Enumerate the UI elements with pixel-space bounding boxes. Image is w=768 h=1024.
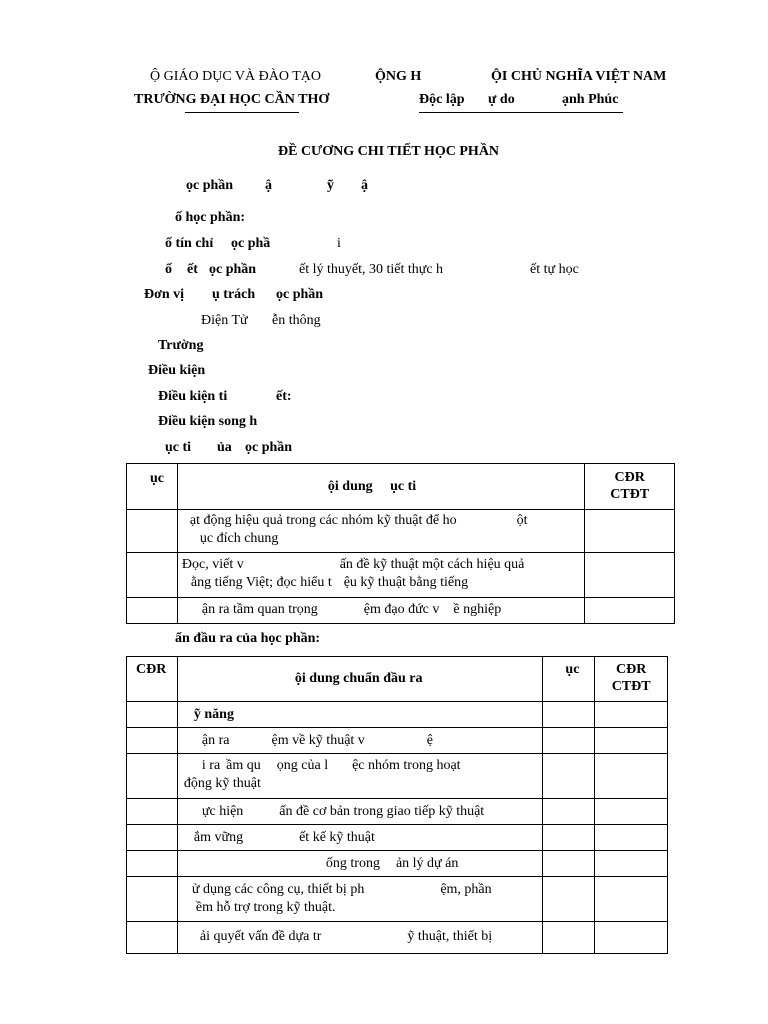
cell-text: động kỹ thuật [183,776,261,791]
cell-text: ận ra [201,733,230,748]
table-cell [585,553,675,598]
table-cell [177,922,543,954]
table-cell [127,851,178,877]
table-cell [543,728,595,754]
hours-label-3: ọc phần [209,262,257,277]
table-cell [177,825,543,851]
header-text: CĐR [614,470,645,485]
header-text: CĐR [615,662,647,677]
objectives-table [126,463,675,624]
cell-text: ột [516,513,528,528]
objectives-col-cdr-header [585,464,675,510]
table-cell [177,510,585,553]
cell-text: ềm hỗ trợ trong kỹ thuật. [195,900,336,915]
motto-part-2: ự do [488,92,515,107]
cell-text: ấn đề cơ bản trong giao tiếp kỹ thuật [279,804,485,819]
table-row [127,598,675,624]
table-cell [127,922,178,954]
credits-label-2: ọc phầ [231,236,271,251]
course-name-frag-2: ỹ [327,178,334,193]
table-row [127,728,668,754]
table-row [127,510,675,553]
header-text: ội dung chuẩn đầu ra [294,671,423,686]
table-cell [595,851,668,877]
cell-text: ống trong [325,856,380,871]
table-row [127,922,668,954]
cell-text: ục đích chung [199,531,279,546]
objectives-label-1: ục ti [165,440,192,455]
cell-text: ấn đề kỹ thuật một cách hiệu quả [339,557,525,572]
cell-text: ỹ năng [193,707,234,722]
cell-text: ệ [426,733,434,748]
cell-text: Đọc, viết v [181,557,244,572]
cell-text: ết kế kỹ thuật [299,830,375,845]
table-cell [177,754,543,799]
objectives-col-code-header [127,464,178,510]
learning-outcomes-label: ẩn đầu ra của học phần: [175,631,321,646]
table-cell [127,598,178,624]
cell-text: ệu kỹ thuật bằng tiếng [343,575,469,590]
cell-text: ệm, phần [440,882,492,897]
table-cell [543,754,595,799]
table-header-row [127,464,675,510]
table-cell [177,851,543,877]
table-cell [177,598,585,624]
table-cell [127,728,178,754]
cell-text: ực hiện [201,804,244,819]
table-cell [127,825,178,851]
cell-text: ề nghiệp [453,602,502,617]
corequisite-label: Điều kiện song h [158,414,258,429]
credits-label: ố tín chỉ [165,236,214,251]
outcomes-col-cdr-header [595,657,668,702]
header-text: ục [150,471,164,486]
ministry-name: Ộ GIÁO DỤC VÀ ĐÀO TẠO [150,69,321,84]
cell-text: ằng tiếng Việt; đọc hiểu t [190,575,332,590]
table-cell [127,877,178,922]
prerequisite-label-2: ết: [276,389,292,404]
republic-name-fragment: ỘNG H [375,69,422,84]
table-row [127,553,675,598]
objectives-col-content-header [177,464,585,510]
motto-underline [419,112,623,113]
credits-value: i [337,236,341,251]
conditions-label: Điều kiện [148,363,206,378]
table-cell [127,754,178,799]
hours-label-2: ết [187,262,198,277]
hours-value: ết lý thuyết, 30 tiết thực h [299,262,444,277]
hours-value-2: ết tự học [530,262,579,277]
table-row [127,877,668,922]
table-cell [177,728,543,754]
outcomes-col-code-header [127,657,178,702]
prerequisite-label: Điều kiện ti [158,389,228,404]
table-header-row [127,657,668,702]
course-code-label: ố học phần: [175,210,246,225]
course-name-label: ọc phần [186,178,234,193]
document-title: ĐỀ CƯƠNG CHI TIẾT HỌC PHẦN [278,144,500,159]
header-text: ục ti [390,479,417,494]
table-cell [127,702,178,728]
unit-label-2: ụ trách [212,287,256,302]
header-text: ội dung [327,479,373,494]
table-row [127,702,668,728]
outcomes-table [126,656,668,954]
table-cell [543,702,595,728]
cell-text: ận ra tầm quan trọng [201,602,318,617]
motto-part-1: Độc lập [419,92,465,107]
table-cell [127,553,178,598]
header-text: CTĐT [611,679,651,694]
table-cell [595,877,668,922]
table-cell [177,799,543,825]
table-cell [177,702,543,728]
university-name: TRƯỜNG ĐẠI HỌC CẦN THƠ [134,92,330,107]
outcomes-col-objective-header [543,657,595,702]
table-cell [595,754,668,799]
cell-text: ầm qu [226,758,261,773]
table-cell [177,877,543,922]
table-row [127,799,668,825]
cell-text: ắm vững [193,830,244,845]
table-cell [543,851,595,877]
table-cell [595,702,668,728]
objectives-label-2: ủa [217,440,232,455]
table-cell [177,553,585,598]
cell-text: ọng của l [276,758,329,773]
republic-name: ỘI CHỦ NGHĨA VIỆT NAM [491,69,667,84]
cell-text: ử dụng các công cụ, thiết bị ph [191,882,365,897]
outcomes-col-content-header [177,657,543,702]
department-value: Điện Tử [201,313,248,328]
cell-text: ản lý dự án [395,856,459,871]
unit-label-1: Đơn vị [144,287,185,302]
cell-text: i ra [201,758,221,773]
table-cell [595,825,668,851]
header-text: ục [565,662,580,677]
university-underline [185,112,299,113]
department-value-2: ễn thông [272,313,321,328]
table-cell [595,922,668,954]
table-cell [543,922,595,954]
header-text: CTĐT [610,487,650,502]
table-cell [127,510,178,553]
cell-text: ệc nhóm trong hoạt [352,758,461,773]
cell-text: ệm đạo đức v [363,602,440,617]
hours-label-1: ố [165,262,172,277]
motto-part-3: ạnh Phúc [562,92,619,107]
header-text: CĐR [136,662,167,677]
table-cell [595,728,668,754]
cell-text: ạt động hiệu quả trong các nhóm kỹ thuật để ho [189,513,457,528]
cell-text: ải quyết vấn đề dựa tr [199,929,322,944]
cell-text: ệm về kỹ thuật v [271,733,365,748]
table-row [127,754,668,799]
table-cell [585,598,675,624]
table-cell [543,877,595,922]
table-row [127,825,668,851]
course-name-frag-1: ậ [265,178,272,193]
table-cell [595,799,668,825]
table-cell [585,510,675,553]
table-cell [543,799,595,825]
table-cell [543,825,595,851]
school-label: Trường [158,338,204,353]
objectives-label-3: ọc phần [245,440,293,455]
cell-text: ỹ thuật, thiết bị [407,929,493,944]
table-cell [127,799,178,825]
unit-label-3: ọc phần [276,287,324,302]
table-row [127,851,668,877]
course-name-frag-3: ậ [361,178,368,193]
